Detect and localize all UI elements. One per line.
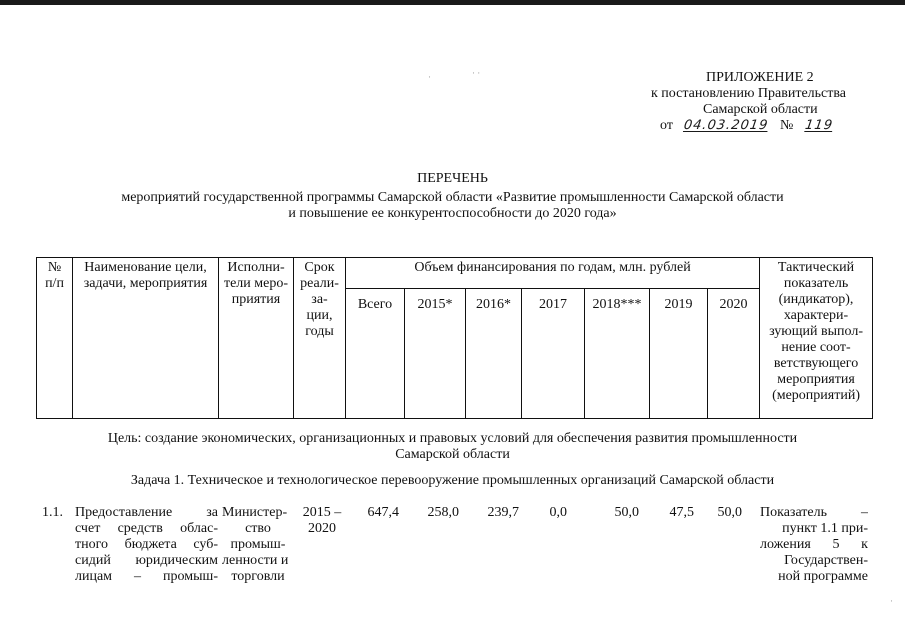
from-label: от [660,118,673,133]
goal-line-2: Самарской области [395,447,510,462]
value-2019: 47,5 [669,505,694,520]
header-cell-executors: Исполни- тели меро- приятия [219,258,294,419]
header-cell-2017: 2017 [522,289,585,419]
document-title-line-2: и повышение ее конкурентоспособности до 2020 года» [288,206,617,221]
value-2020: 50,0 [717,505,742,520]
row-term: 2015 – 2020 [302,505,342,536]
value-2017: 0,0 [549,505,567,520]
value-2018: 50,0 [614,505,639,520]
header-cell-2015: 2015* [405,289,466,419]
row-number: 1.1. [42,505,63,520]
header-cell-funding: Объем финансирования по годам, млн. рублей [346,258,760,289]
header-cell-name: Наименование цели, задачи, мероприятия [73,258,219,419]
header-cell-total: Всего [346,289,405,419]
scan-speck: · [428,72,431,82]
header-cell-term: Срок реали- за- ции, годы [294,258,346,419]
header-cell-indicator: Тактический показатель (индикатор), характери- зующий выпол- нение соот- ветствующего мероприятия (мероприятий) [760,258,873,419]
top-edge-bar [0,0,905,5]
appendix-line-3: Самарской области [703,102,818,117]
appendix-date-line [600,118,875,134]
appendix-block [600,70,875,134]
goal-line-1: Цель: создание экономических, организационных и правовых условий для обеспечения развития промышленности [107,431,798,446]
value-2016: 239,7 [487,505,519,520]
header-table [36,257,873,419]
header-cell-2016: 2016* [466,289,522,419]
row-executors: Министер- ство промыш- ленности и торговли [222,505,289,584]
number-label: № [779,118,794,133]
task-line: Задача 1. Техническое и технологическое перевооружение промышленных организаций Самарской области [130,473,775,488]
value-total: 647,4 [367,505,399,520]
document-title-line-1: мероприятий государственной программы Самарской области «Развитие промышленности Самарской области [121,190,784,205]
handwritten-number: 119 [803,118,834,133]
header-cell-2019: 2019 [650,289,708,419]
header-cell-2018: 2018*** [585,289,650,419]
row-name: Предоставление за счет средств облас- тного бюджета суб- сидий юридическим лицам – промыш- [75,505,218,584]
value-2015: 258,0 [427,505,459,520]
appendix-line-2: к постановлению Правительства [651,86,847,101]
header-cell-2020: 2020 [708,289,760,419]
handwritten-date: 04.03.2019 [683,118,770,133]
document-heading: ПЕРЕЧЕНЬ [417,171,488,186]
header-cell-num: № п/п [37,258,73,419]
appendix-title: ПРИЛОЖЕНИЕ 2 [706,70,814,85]
scan-speck: · [890,596,893,606]
scan-speck: · · [472,68,481,78]
row-indicator: Показатель – пункт 1.1 при- ложения 5 к Государствен- ной программе [760,505,868,584]
